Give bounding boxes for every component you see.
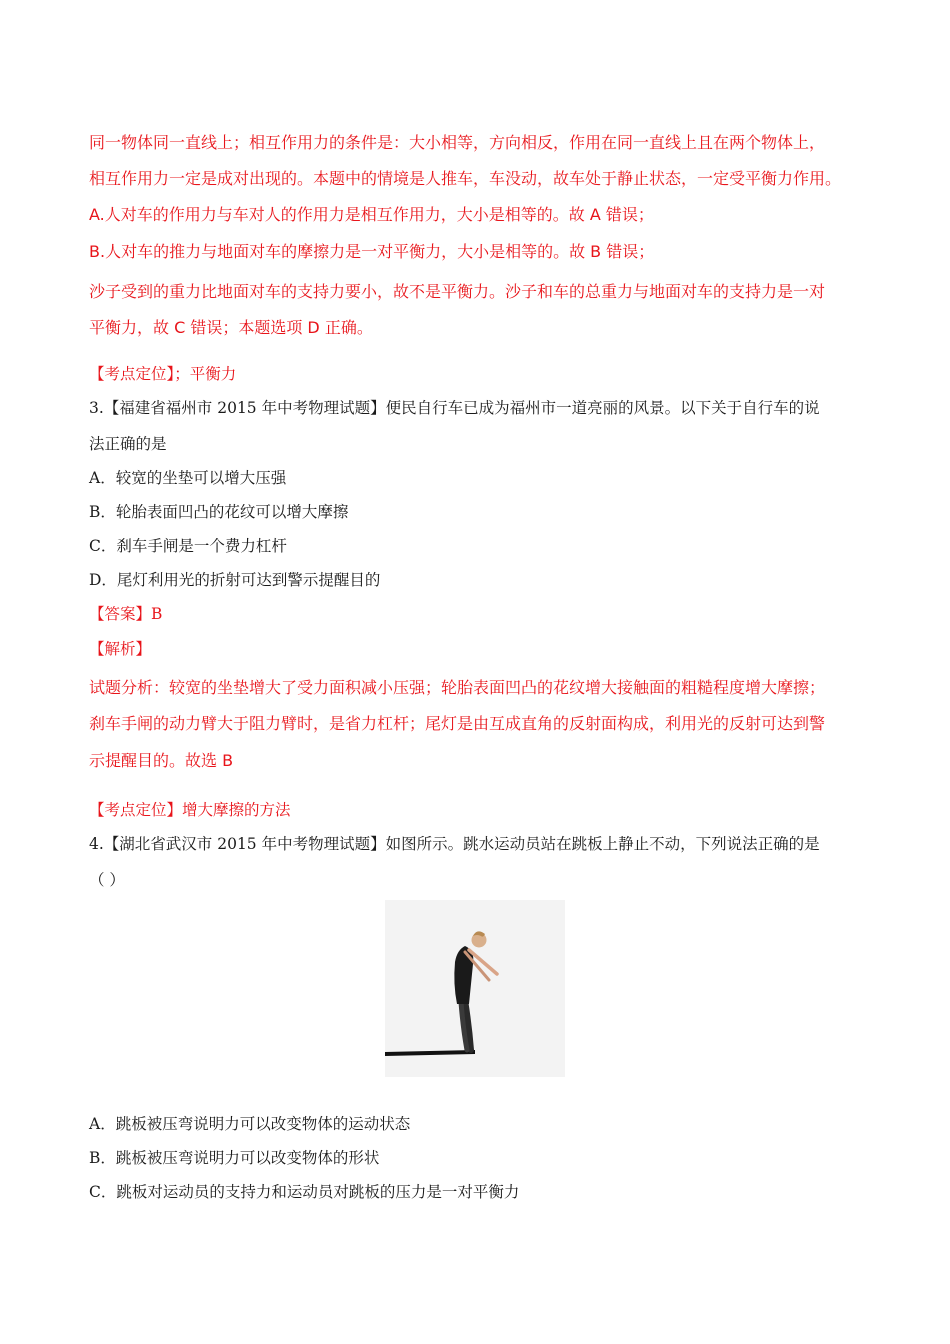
q4-option-c: C．跳板对运动员的支持力和运动员对跳板的压力是一对平衡力: [89, 1183, 520, 1201]
q3-stem-cont: 法正确的是: [89, 435, 167, 453]
q4-stem-cont: （ ）: [89, 871, 125, 889]
q3-option-d: D．尾灯利用光的折射可达到警示提醒目的: [89, 571, 381, 589]
analysis-line: A.人对车的作用力与车对人的作用力是相互作用力，大小是相等的。故 A 错误；: [89, 205, 654, 224]
analysis-line: 平衡力，故 C 错误；本题选项 D 正确。: [89, 318, 373, 337]
kaodian-value: ；平衡力: [174, 365, 237, 383]
answer-value: B: [151, 605, 163, 623]
kaodian-label: 【考点定位】: [89, 801, 183, 819]
kaodian-value: 增大摩擦的方法: [182, 801, 291, 819]
analysis-line: 刹车手闸的动力臂大于阻力臂时，是省力杠杆；尾灯是由互成直角的反射面构成，利用光的反射可达到警: [89, 714, 826, 733]
q3-option-a: A．较宽的坐垫可以增大压强: [89, 469, 287, 487]
answer-label: 【答案】: [89, 605, 152, 623]
q3-option-b: B．轮胎表面凹凸的花纹可以增大摩擦: [89, 503, 349, 521]
q3-stem: 3.【福建省福州市 2015 年中考物理试题】便民自行车已成为福州市一道亮丽的风景。以下关于自行车的说: [89, 399, 820, 417]
analysis-line: 试题分析：较宽的坐垫增大了受力面积减小压强；轮胎表面凹凸的花纹增大接触面的粗糙程度增大摩擦；: [89, 678, 826, 697]
analysis-line: 相互作用力一定是成对出现的。本题中的情境是人推车，车没动，故车处于静止状态，一定受平衡力作用。: [89, 169, 842, 188]
diver-illustration: [385, 900, 565, 1077]
jiexi-label: 【解析】: [89, 640, 152, 658]
kaodian-1: [89, 364, 236, 384]
analysis-line: 沙子受到的重力比地面对车的支持力要小，故不是平衡力。沙子和车的总重力与地面对车的支持力是一对: [89, 282, 826, 301]
kaodian-label: 【考点定位】: [89, 365, 175, 383]
q4-option-b: B．跳板被压弯说明力可以改变物体的形状: [89, 1149, 380, 1167]
kaodian-2: [89, 800, 291, 820]
analysis-line: 示提醒目的。故选 B: [89, 751, 234, 770]
q4-stem: 4.【湖北省武汉市 2015 年中考物理试题】如图所示。跳水运动员站在跳板上静止不动，下列说法正确的是: [89, 835, 820, 853]
analysis-line: 同一物体同一直线上；相互作用力的条件是：大小相等，方向相反，作用在同一直线上且在两个物体上，: [89, 133, 826, 152]
q3-option-c: C．刹车手闸是一个费力杠杆: [89, 537, 287, 555]
analysis-line: B.人对车的推力与地面对车的摩擦力是一对平衡力，大小是相等的。故 B 错误；: [89, 242, 655, 261]
q3-answer: [89, 604, 162, 624]
q4-option-a: A．跳板被压弯说明力可以改变物体的运动状态: [89, 1115, 411, 1133]
diver-figure: [385, 900, 565, 1077]
